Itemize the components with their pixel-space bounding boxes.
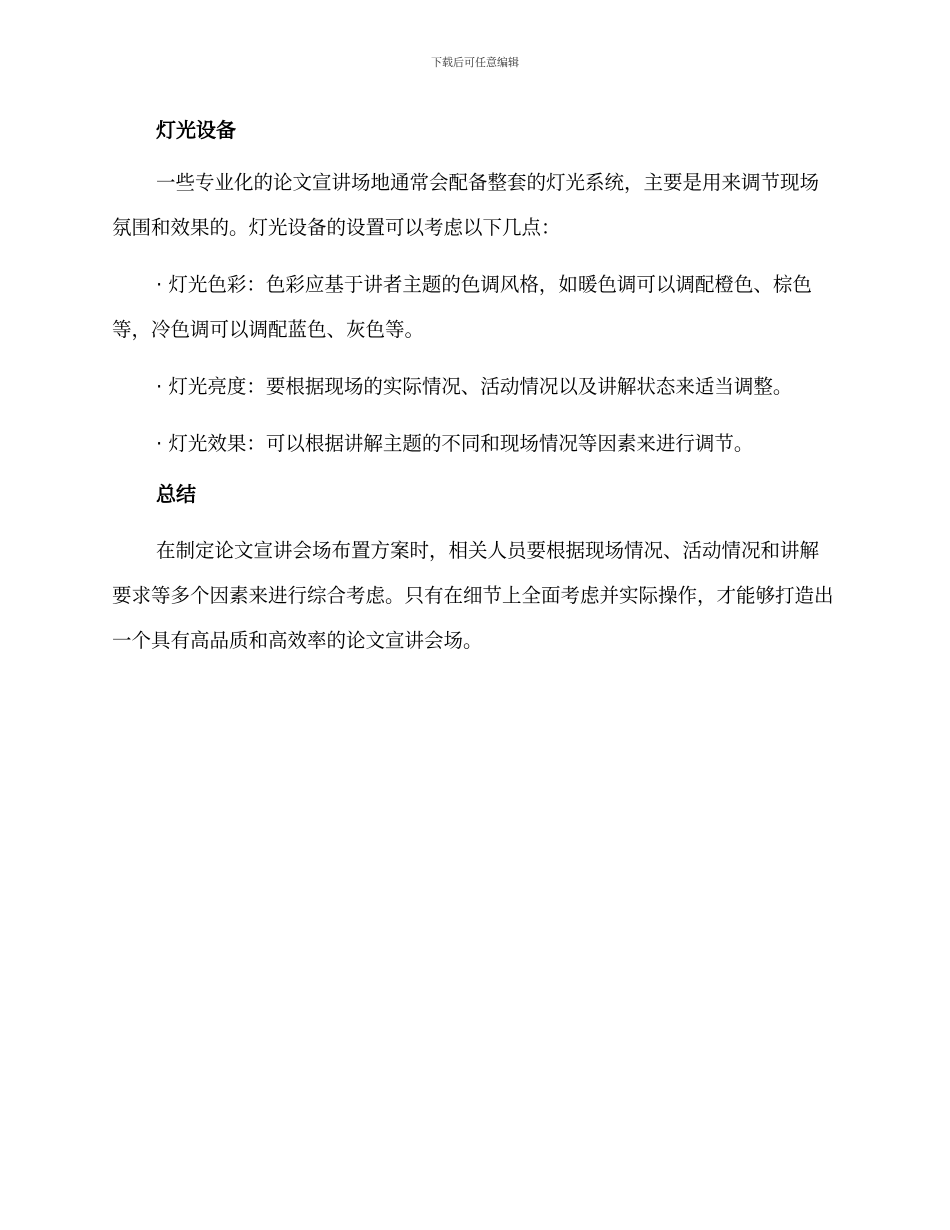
lighting-bullet-color: · 灯光色彩：色彩应基于讲者主题的色调风格，如暖色调可以调配橙色、棕色等，冷色调可以调配蓝色、灰色等。 bbox=[112, 273, 812, 341]
lighting-bullet-brightness: · 灯光亮度：要根据现场的实际情况、活动情况以及讲解状态来适当调整。 bbox=[156, 375, 793, 398]
lighting-intro-paragraph: 一些专业化的论文宣讲场地通常会配备整套的灯光系统，主要是用来调节现场氛围和效果的。灯光设备的设置可以考虑以下几点： bbox=[112, 171, 820, 239]
summary-paragraph: 在制定论文宣讲会场布置方案时，相关人员要根据现场情况、活动情况和讲解要求等多个因素来进行综合考虑。只有在细节上全面考虑并实际操作，才能够打造出一个具有高品质和高效率的论文宣讲会场。 bbox=[112, 539, 834, 652]
section-heading-lighting: 灯光设备 bbox=[156, 118, 236, 142]
document-body bbox=[112, 110, 834, 663]
section-heading-summary: 总结 bbox=[156, 482, 196, 506]
lighting-bullet-effect: · 灯光效果：可以根据讲解主题的不同和现场情况等因素来进行调节。 bbox=[156, 432, 754, 455]
page-header-note: 下载后可任意编辑 bbox=[431, 56, 519, 69]
